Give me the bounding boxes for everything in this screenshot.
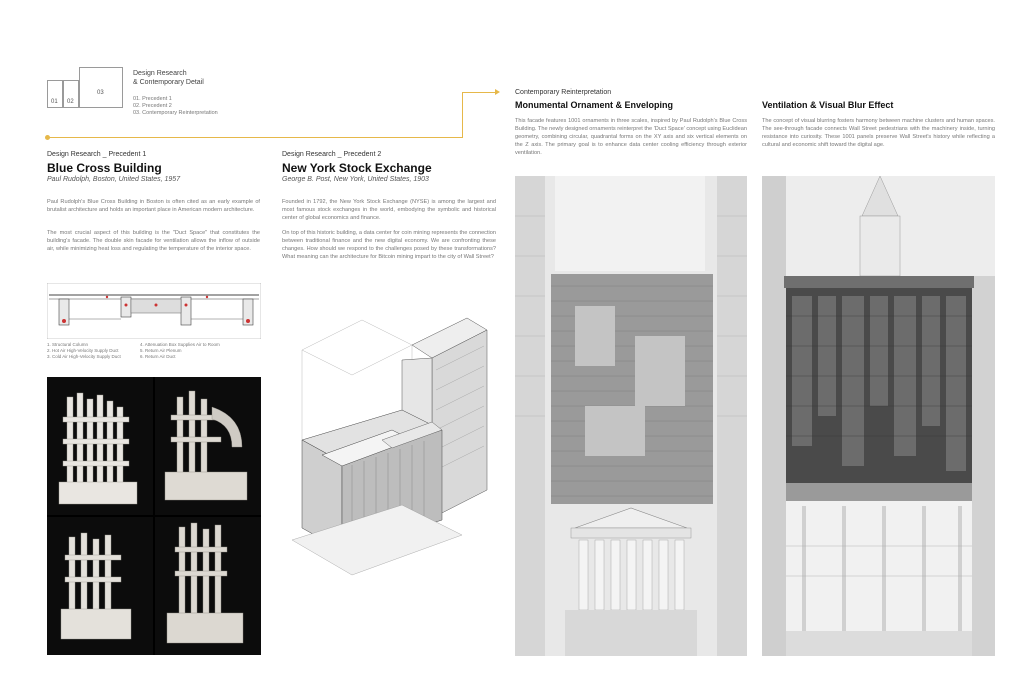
facade-render <box>515 176 747 656</box>
legend-item: 2. Hot Air High-Velocity Supply Duct <box>47 348 119 353</box>
model-photos <box>47 377 261 655</box>
legend-item: 5. Return Air Plenum <box>140 348 182 353</box>
precedent2-para2: On top of this historic building, a data center for coin mining represents the connection between traditional finance and the new digital economy. We are confronting these changes. How should we respond to the challenges posed by these transformations? What meaning can the architecture for Bitcoin mining impart to the city of Wall Street? <box>282 230 496 260</box>
legend-item: 4. Attenuation Box Supplies Air to Room <box>140 342 220 347</box>
timeline-line <box>47 137 462 138</box>
precedent2-title: New York Stock Exchange <box>282 161 432 175</box>
index-list-item: 02. Precedent 2 <box>133 103 172 109</box>
legend-item: 6. Return Air Duct <box>140 354 176 359</box>
index-title-line-1: Design Research <box>133 70 187 77</box>
precedent2-eyebrow: Design Research _ Precedent 2 <box>282 151 382 158</box>
duct-section-drawing <box>47 283 261 339</box>
index-list <box>133 96 253 117</box>
precedent2-subtitle: George B. Post, New York, United States, 1903 <box>282 176 429 183</box>
index-box-02 <box>63 80 79 108</box>
timeline-arrow-icon <box>495 89 500 95</box>
ventilation-para: The concept of visual blurring fosters harmony between machine clusters and human spaces. The see-through facade connects Wall Street pedestrians with the machinery inside, turning resistance into curiosity. These 1001 panels preserve Wall Street's history while reflecting a cultural and economic shift toward the digital age. <box>762 118 995 148</box>
index-title-line-2: & Contemporary Detail <box>133 79 204 86</box>
legend-item: 3. Cold Air High-Velocity Supply Duct <box>47 354 121 359</box>
ventilation-title: Ventilation & Visual Blur Effect <box>762 100 894 110</box>
precedent1-para2: The most crucial aspect of this building is the "Duct Space" that constitutes the building's facade. The double skin facade for ventilation allows the inflow of outside air, while minimizing heat loss and regulating the temperature of the interior space. <box>47 230 260 252</box>
index-box-03 <box>79 67 123 108</box>
timeline-riser <box>462 92 463 138</box>
duct-legend-left <box>47 342 147 360</box>
index-box-01 <box>47 80 63 108</box>
timeline-line-top <box>462 92 498 93</box>
reinterpretation-eyebrow: Contemporary Reinterpretation <box>515 89 612 96</box>
index-title <box>133 69 253 87</box>
index-box-01-label: 01 <box>51 99 58 105</box>
index-list-item: 01. Precedent 1 <box>133 96 172 102</box>
precedent1-subtitle: Paul Rudolph, Boston, United States, 1957 <box>47 176 181 183</box>
index-box-03-label: 03 <box>97 90 104 96</box>
duct-legend-right <box>140 342 250 360</box>
precedent1-title: Blue Cross Building <box>47 161 162 175</box>
legend-item: 1. Structural Column <box>47 342 89 347</box>
index-list-item: 03. Contemporary Reinterpretation <box>133 110 218 116</box>
index-box-02-label: 02 <box>67 99 74 105</box>
precedent2-para1: Founded in 1792, the New York Stock Exchange (NYSE) is among the largest and most famous stock exchanges in the world, embodying the symbolic and historical center of global economics and finance. <box>282 199 496 221</box>
ventilation-render <box>762 176 995 656</box>
nyse-axonometric-drawing <box>282 290 498 590</box>
reinterpretation-para: This facade features 1001 ornaments in three scales, inspired by Paul Rudolph's Blue Cross Building. The newly designed ornaments reinterpret the 'Duct Space' concept using Euclidean geometry, combining circular, quadrantal forms on the XY axis and six vertical elements on the Z axis. The primary goal is to enhance data center cooling efficiency through exterior ventilation. <box>515 118 747 156</box>
reinterpretation-title: Monumental Ornament & Enveloping <box>515 100 674 110</box>
precedent1-eyebrow: Design Research _ Precedent 1 <box>47 151 147 158</box>
precedent1-para1: Paul Rudolph's Blue Cross Building in Boston is often cited as an early example of brutalist architecture and holds an important place in American modern architecture. <box>47 199 260 213</box>
